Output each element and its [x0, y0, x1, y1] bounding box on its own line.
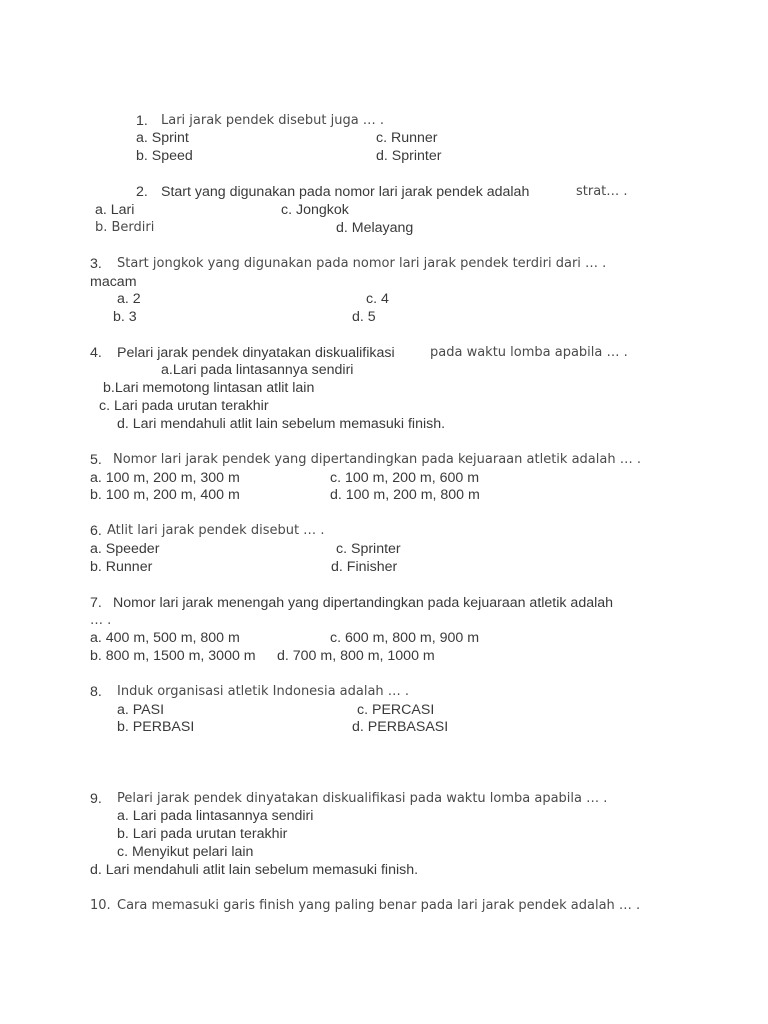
- question-number: 2.: [136, 184, 148, 200]
- question-number: 9.: [90, 791, 102, 807]
- option-c: c. Jongkok: [281, 202, 349, 218]
- option-d: d. 100 m, 200 m, 800 m: [330, 487, 480, 503]
- option-b: b. 3: [113, 309, 137, 325]
- option-a: a. Lari pada lintasannya sendiri: [117, 808, 314, 824]
- option-a: a. Lari: [95, 202, 135, 218]
- option-c: c. 600 m, 800 m, 900 m: [330, 630, 480, 646]
- question-text: Nomor lari jarak menengah yang dipertandingkan pada kejuaraan atletik adalah: [113, 595, 614, 611]
- option-c: c. Runner: [376, 130, 438, 146]
- question-number: 5.: [90, 452, 102, 468]
- question-text: Pelari jarak pendek dinyatakan diskualifikasi pada waktu lomba apabila … .: [117, 791, 608, 806]
- option-a: a. 100 m, 200 m, 300 m: [90, 470, 240, 486]
- question-number: 3.: [90, 256, 102, 272]
- option-d: d. Lari mendahuli atlit lain sebelum memasuki finish.: [117, 416, 446, 432]
- option-c: c. PERCASI: [357, 702, 435, 718]
- question-text-tail: strat… .: [576, 184, 628, 199]
- option-b: b.Lari memotong lintasan atlit lain: [103, 380, 315, 396]
- option-b: b. Lari pada urutan terakhir: [117, 826, 288, 842]
- option-c: c. Sprinter: [336, 541, 401, 557]
- question-number: 7.: [90, 595, 102, 611]
- option-a: a. PASI: [117, 702, 165, 718]
- option-b: b. Speed: [136, 148, 193, 164]
- question-text: Start yang digunakan pada nomor lari jarak pendek adalah: [161, 184, 530, 200]
- option-b: b. Berdiri: [95, 220, 155, 235]
- question-number: 1.: [136, 113, 148, 129]
- question-text: Lari jarak pendek disebut juga … .: [161, 113, 385, 128]
- option-c: c. Lari pada urutan terakhir: [99, 398, 269, 414]
- option-d: d. Lari mendahuli atlit lain sebelum memasuki finish.: [90, 862, 419, 878]
- question-number: 6.: [90, 523, 102, 539]
- option-c: c. 100 m, 200 m, 600 m: [330, 470, 480, 486]
- question-text: Induk organisasi atletik Indonesia adalah … .: [117, 684, 410, 699]
- option-a: a. Speeder: [90, 541, 160, 557]
- option-d: d. Sprinter: [376, 148, 442, 164]
- option-d: d. PERBASASI: [352, 719, 449, 735]
- question-text: Cara memasuki garis finish yang paling benar pada lari jarak pendek adalah … .: [117, 898, 641, 913]
- question-text-continued: … .: [90, 613, 112, 628]
- question-text: Atlit lari jarak pendek disebut … .: [107, 523, 325, 538]
- option-d: d. 5: [352, 309, 376, 325]
- option-c: c. 4: [366, 291, 389, 307]
- question-text: Pelari jarak pendek dinyatakan diskualifikasi: [117, 345, 395, 361]
- option-d: d. Finisher: [331, 559, 398, 575]
- option-a: a. Sprint: [136, 130, 189, 146]
- question-number: 8.: [90, 684, 102, 700]
- option-d: d. 700 m, 800 m, 1000 m: [277, 648, 435, 664]
- question-text: Start jongkok yang digunakan pada nomor lari jarak pendek terdiri dari … .: [117, 256, 607, 271]
- option-d: d. Melayang: [336, 220, 414, 236]
- question-number: 10.: [90, 898, 111, 913]
- option-c: c. Menyikut pelari lain: [117, 844, 254, 860]
- option-a: a. 2: [117, 291, 141, 307]
- option-b: b. 100 m, 200 m, 400 m: [90, 487, 240, 503]
- option-b: b. 800 m, 1500 m, 3000 m: [90, 648, 256, 664]
- option-b: b. PERBASI: [117, 719, 195, 735]
- option-a: a.Lari pada lintasannya sendiri: [161, 362, 354, 378]
- question-text-tail: pada waktu lomba apabila … .: [430, 345, 628, 360]
- option-b: b. Runner: [90, 559, 153, 575]
- question-text: Nomor lari jarak pendek yang dipertandingkan pada kejuaraan atletik adalah … .: [113, 452, 641, 467]
- question-text-continued: macam: [90, 274, 137, 290]
- option-a: a. 400 m, 500 m, 800 m: [90, 630, 240, 646]
- question-number: 4.: [90, 345, 102, 361]
